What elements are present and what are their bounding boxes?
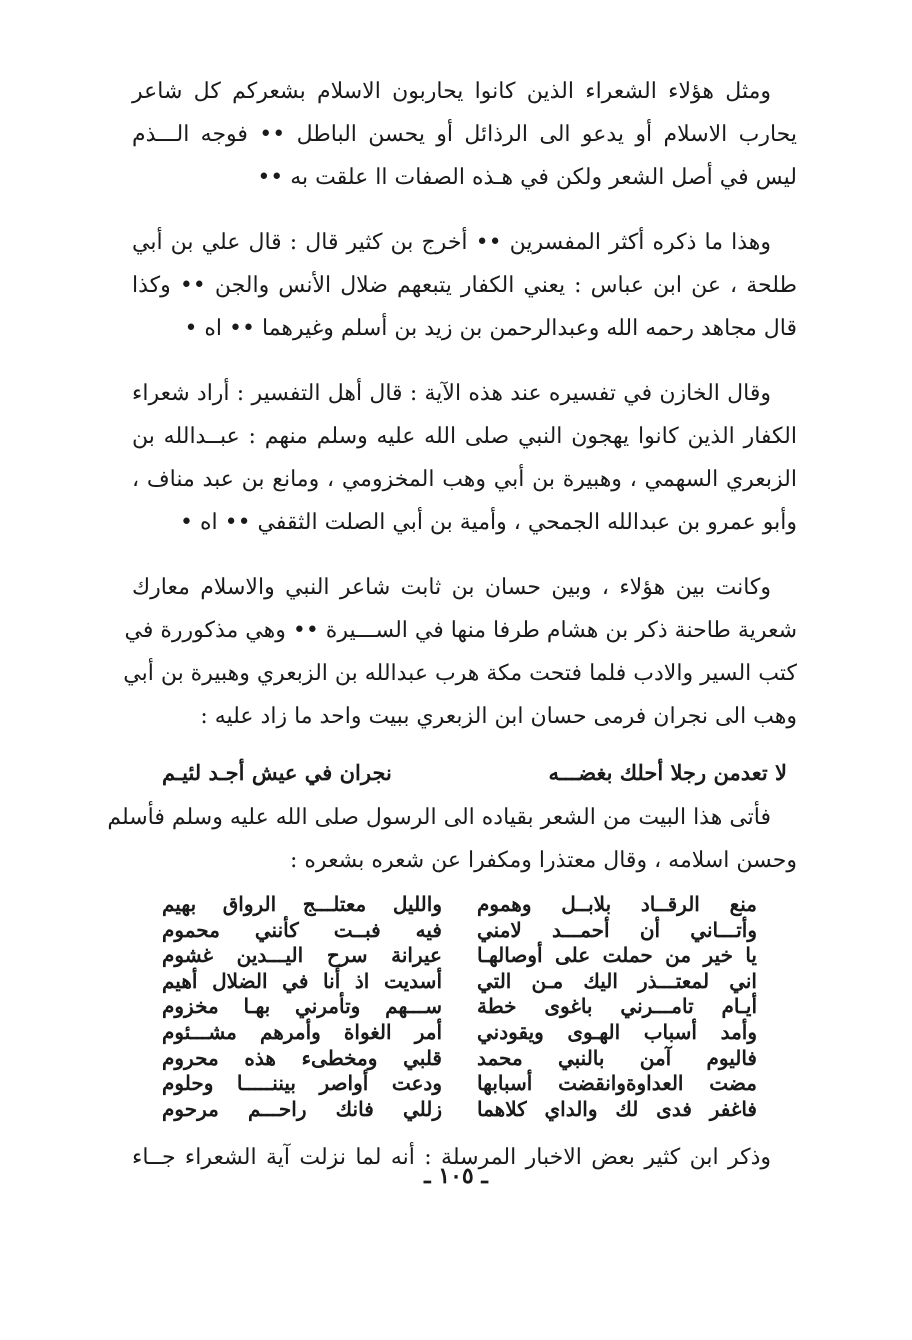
poem-left-column <box>162 892 442 1122</box>
poem <box>132 892 797 1122</box>
paragraph-4 <box>123 566 797 738</box>
poem-line: فاغفر فدى لك والداي كلاهما <box>477 1096 757 1121</box>
poem-line: أيـام تامـــرني باغوى خطة <box>477 994 757 1019</box>
page-number: ـ ١٠٥ ـ <box>424 1163 488 1189</box>
paragraph-line: وكانت بين هؤلاء ، وبين حسان بن ثابت شاعر النبي والاسلام معارك <box>132 575 771 600</box>
paragraph-1 <box>132 70 797 199</box>
verse-first-hemistich: لا تعدمن رجلا أحلك بغضـــه <box>548 760 787 785</box>
paragraph-line: وهب الى نجران فرمى حسان ابن الزبعري ببيت واحد ما زاد عليه : <box>200 704 797 729</box>
paragraph-line: وأبو عمرو بن عبدالله الجمحي ، وأمية بن أبي الصلت الثقفي •• اه • <box>180 510 797 535</box>
paragraph-line: كتب السير والادب فلما فتحت مكة هرب عبدالله بن الزبعري وهبيرة بن أبي <box>123 661 797 686</box>
poem-line: زللي فانك راحـــم مرحوم <box>162 1096 442 1121</box>
poem-line: والليل معتلـــج الرواق بهيم <box>162 892 442 916</box>
poem-line: يا خير من حملت على أوصالهـا <box>477 943 757 968</box>
poem-line: أسديت اذ أنا في الضلال أهيم <box>162 968 442 993</box>
paragraph-2 <box>132 221 797 350</box>
paragraph-line: طلحة ، عن ابن عباس : يعني الكفار يتبعهم ضلال الأنس والجن •• وكذا <box>132 273 797 298</box>
verse-second-hemistich: نجران في عيش أجـد لئيـم <box>162 760 392 785</box>
poem-line: فيه فبــت كأنني محموم <box>162 917 442 942</box>
poem-line: قلبي ومخطىء هذه محروم <box>162 1045 442 1070</box>
paragraph-line: قال مجاهد رحمه الله وعبدالرحمن بن زيد بن أسلم وغيرهما •• اه • <box>184 316 797 341</box>
poem-line: وأتـــاني أن أحمـــد لامني <box>477 917 757 942</box>
poem-line: عيرانة سرح اليـــدين غشوم <box>162 943 442 968</box>
poem-right-column <box>477 892 757 1122</box>
poem-line: أمر الغواة وأمرهم مشـــئوم <box>162 1019 442 1044</box>
poem-line: وأمد أسباب الهـوى ويقودني <box>477 1019 757 1044</box>
poem-line: منع الرقــاد بلابــل وهموم <box>477 892 757 916</box>
poem-line: ســـهم وتأمرني بهـا مخزوم <box>162 994 442 1019</box>
paragraph-line: شعرية طاحنة ذكر بن هشام طرفا منها في الســـيرة •• وهي مذكوررة في <box>124 618 797 643</box>
poem-line: ودعت أواصر بيننـــــا وحلوم <box>162 1071 442 1096</box>
paragraph-line: ومثل هؤلاء الشعراء الذين كانوا يحاربون الاسلام بشعركم كل شاعر <box>132 79 771 104</box>
poem-line: فاليوم آمن بالنبي محمد <box>477 1045 757 1070</box>
paragraph-line: فأتى هذا البيت من الشعر بقياده الى الرسول صلى الله عليه وسلم فأسلم <box>107 805 771 830</box>
paragraph-3 <box>132 372 797 544</box>
paragraph-line: ليس في أصل الشعر ولكن في هـذه الصفات اا علقت به •• <box>257 165 797 190</box>
single-verse <box>132 754 797 792</box>
page-body <box>107 70 797 1179</box>
paragraph-line: وقال الخازن في تفسيره عند هذه الآية : قال أهل التفسير : أراد شعراء <box>132 381 771 406</box>
paragraph-after-verse <box>107 796 797 882</box>
poem-line: اني لمعتـــذر اليك مـن التي <box>477 968 757 993</box>
poem-line: مضت العداوةوانقضت أسبابها <box>477 1071 757 1096</box>
paragraph-line: وحسن اسلامه ، وقال معتذرا ومكفرا عن شعره بشعره : <box>290 848 797 873</box>
paragraph-line: وذكر ابن كثير بعض الاخبار المرسلة : أنه لما نزلت آية الشعراء جــاء <box>132 1145 771 1171</box>
paragraph-line: يحارب الاسلام أو يدعو الى الرذائل أو يحسن الباطل •• فوجه الـــذم <box>132 122 797 147</box>
paragraph-line: الزبعري السهمي ، وهبيرة بن أبي وهب المخزومي ، ومانع بن عبد مناف ، <box>132 467 797 492</box>
paragraph-line: الكفار الذين كانوا يهجون النبي صلى الله عليه وسلم منهم : عبــدالله بن <box>132 424 797 449</box>
paragraph-line: وهذا ما ذكره أكثر المفسرين •• أخرج بن كثير قال : قال علي بن أبي <box>132 230 771 255</box>
